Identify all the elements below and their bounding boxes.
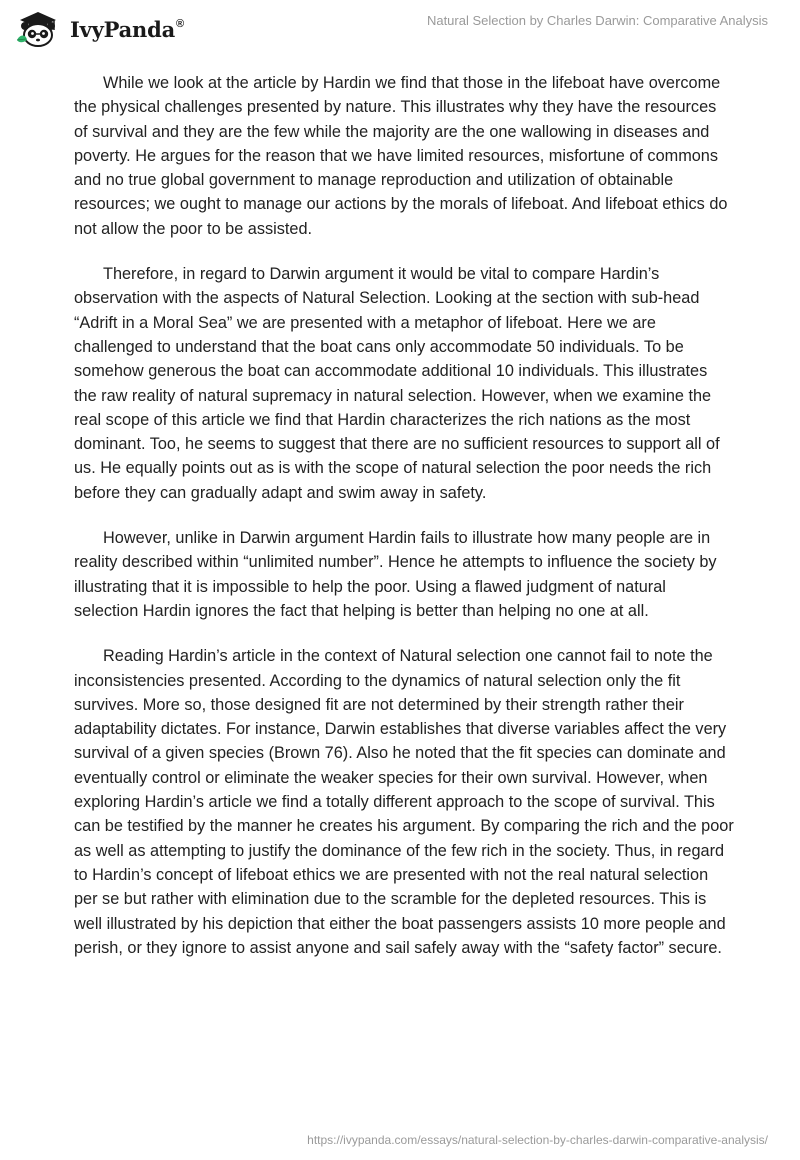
essay-body	[74, 71, 734, 981]
ivypanda-logo[interactable]	[14, 10, 184, 48]
source-url: https://ivypanda.com/essays/natural-selection-by-charles-darwin-comparative-analysis/	[307, 1133, 768, 1147]
paragraph: However, unlike in Darwin argument Hardin fails to illustrate how many people are in reality described within “unlimited number”. Hence he attempts to influence the society by illustrating that it is impossible to help the poor. Using a flawed judgment of natural selection Hardin ignores the fact that helping is better than helping no one at all.	[74, 529, 717, 620]
paragraph: Reading Hardin’s article in the context of Natural selection one cannot fail to note the inconsistencies presented. According to the dynamics of natural selection only the fit survives. More so, those designed fit are not determined by their strength rather their adaptability dictates. For instance, Darwin establishes that diverse variables affect the very survival of a given species (Brown 76). Also he noted that the fit species can dominate and eventually control or eliminate the weaker species for their own survival. However, when exploring Hardin’s article we find a totally different approach to the scope of survival. This can be testified by the manner he creates his argument. By comparing the rich and the poor as well as attempting to justify the dominance of the few rich in the society. Thus, in regard to Hardin’s concept of lifeboat ethics we are presented with not the real natural selection per se but rather with elimination due to the scramble for the depleted resources. This is well illustrated by his depiction that either the boat passengers assists 10 more people and perish, or they ignore to assist anyone and sail safely away with the “safety factor” secure.	[74, 647, 734, 957]
document-title: Natural Selection by Charles Darwin: Comparative Analysis	[426, 13, 768, 28]
paragraph: While we look at the article by Hardin we find that those in the lifeboat have overcome the physical challenges presented by nature. This illustrates why they have the resources of survival and they are the few while the majority are the one wallowing in diseases and poverty. He argues for the reason that we have limited resources, misfortune of commons and no true global government to manage reproduction and utilization of obtainable resources; we ought to manage our actions by the morals of lifeboat. And lifeboat ethics do not allow the poor to be assisted.	[74, 74, 728, 238]
page-header	[0, 0, 800, 60]
paragraph: Therefore, in regard to Darwin argument it would be vital to compare Hardin’s observation with the aspects of Natural Selection. Looking at the section with sub-head “Adrift in a Moral Sea” we are presented with a metaphor of lifeboat. Here we are challenged to understand that the boat cans only accommodate 50 individuals. To be somehow generous the boat can accommodate additional 10 individuals. This illustrates the raw reality of natural supremacy in natural selection. However, when we examine the real scope of this article we find that Hardin characterizes the rich nations as the most dominant. Too, he seems to suggest that there are no sufficient resources to support all of us. He equally points out as is with the scope of natural selection the poor needs the rich before they can gradually adapt and swim away in safety.	[74, 265, 720, 502]
panda-graduate-icon	[14, 10, 62, 48]
registered-mark: ®	[176, 17, 184, 30]
brand-name: IvyPanda®	[70, 16, 184, 42]
